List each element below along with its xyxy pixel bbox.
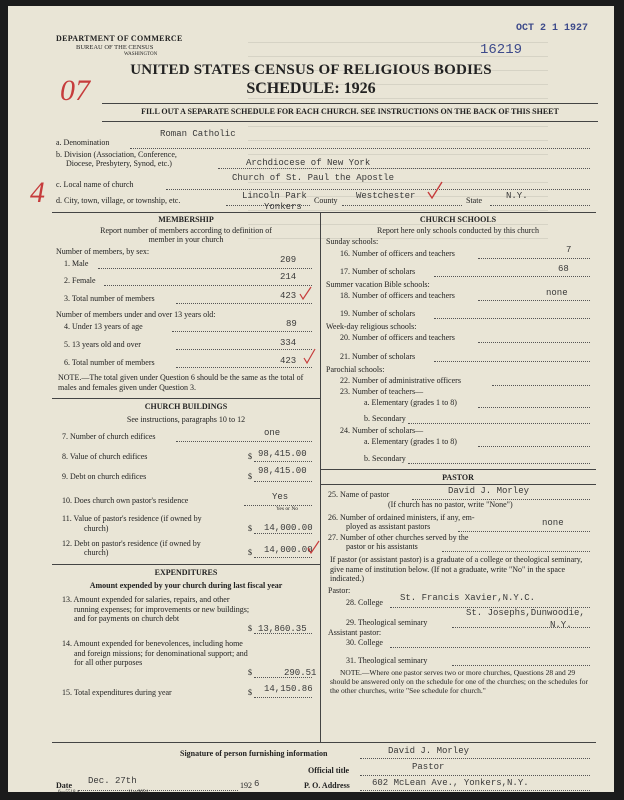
schools-intro: Report here only schools conducted by this church: [377, 226, 539, 235]
sunday-schools: Sunday schools:: [326, 237, 379, 246]
q1-value: 209: [280, 255, 297, 265]
assistant-subhead: Assistant pastor:: [328, 628, 382, 637]
division-value: Archdiocese of New York: [246, 158, 371, 168]
po-address-label: P. O. Address: [304, 781, 350, 790]
q3-value: 423: [280, 291, 297, 301]
division-label-2: Diocese, Presbytery, Synod, etc.): [66, 159, 172, 168]
weekday-schools: Week-day religious schools:: [326, 322, 417, 331]
q2-label: 2. Female: [64, 276, 96, 285]
county-value: Westchester: [356, 191, 416, 201]
q13-value: 13,860.35: [258, 624, 307, 634]
denomination-value: Roman Catholic: [160, 129, 236, 139]
q29-label: 29. Theological seminary: [346, 618, 428, 627]
q11-label-1: 11. Value of pastor's residence (if owned by: [62, 514, 202, 523]
parochial-schools: Parochial schools:: [326, 365, 385, 374]
state-label: State: [466, 196, 482, 205]
instruction-line: FILL OUT A SEPARATE SCHEDULE FOR EACH CHURCH. SEE INSTRUCTIONS ON THE BACK OF THIS SHEET: [141, 107, 559, 116]
local-name-value: Church of St. Paul the Apostle: [232, 173, 395, 183]
year-suffix: 6: [254, 779, 260, 789]
graduate-instructions: If pastor (or assistant pastor) is a graduate of a college or theological seminary, give name of institution below. (If not a graduate, write "No" in the space indicated.): [330, 555, 583, 583]
membership-title: MEMBERSHIP: [158, 215, 214, 224]
dept-name: DEPARTMENT OF COMMERCE: [56, 34, 183, 43]
q14-label: 14. Amount expended for benevolences, including home and foreign missions; for denominational support; and for all other purposes: [62, 639, 248, 667]
yes-or-no-hint: Yes or No: [276, 506, 299, 512]
date-label: Date: [56, 781, 72, 790]
q1-label: 1. Male: [64, 259, 89, 268]
q26-label-2: ployed as assistant pastors: [346, 522, 431, 531]
q23-secondary: b. Secondary: [364, 414, 406, 423]
official-title-value: Pastor: [412, 762, 445, 772]
age-header: Number of members under and over 13 years old:: [56, 310, 216, 319]
q25-note: (If church has no pastor, write "None"): [388, 500, 513, 509]
q10-label: 10. Does church own pastor's residence: [62, 496, 189, 505]
q23-label: 23. Number of teachers—: [340, 387, 424, 396]
q29-value-1: St. Josephs,Dunwoodie,: [466, 608, 585, 618]
q13-label: 13. Amount expended for salaries, repairs, and other running expenses; for improvements or new buildings; and for payments on church debt: [62, 595, 250, 623]
membership-note: NOTE.—The total given under Question 6 should be the same as the total of males and females given under Question 3.: [58, 373, 304, 392]
q11-label-2: church): [84, 524, 109, 533]
q4-value: 89: [286, 319, 297, 329]
q6-label: 6. Total number of members: [64, 358, 155, 367]
q4-label: 4. Under 13 years of age: [64, 322, 143, 331]
q5-label: 5. 13 years old and over: [64, 340, 141, 349]
q12-label-1: 12. Debt on pastor's residence (if owned by: [62, 539, 201, 548]
city-value-2: Yonkers: [264, 202, 302, 212]
signature-label: Signature of person furnishing information: [180, 749, 328, 758]
q10-value: Yes: [272, 492, 289, 502]
pastor-subhead: Pastor:: [328, 586, 351, 595]
division-label-1: b. Division (Association, Conference,: [56, 150, 177, 159]
schedule-number: 16219: [480, 42, 523, 58]
q5-value: 334: [280, 338, 297, 348]
q6-value: 423: [280, 356, 297, 366]
q9-value: 98,415.00: [258, 466, 307, 476]
q3-label: 3. Total number of members: [64, 294, 155, 303]
q12-label-2: church): [84, 548, 109, 557]
form-title: UNITED STATES CENSUS OF RELIGIOUS BODIES: [130, 62, 492, 78]
bureau-city: WASHINGTON: [124, 52, 158, 57]
q18-value: none: [546, 288, 568, 298]
denomination-label: a. Denomination: [56, 138, 110, 147]
form-code-1: 6—5518 a: [58, 790, 79, 795]
check-marks: [8, 6, 614, 792]
buildings-title: CHURCH BUILDINGS: [144, 402, 228, 411]
q27-label-1: 27. Number of other churches served by the: [328, 533, 469, 542]
q20-label: 20. Number of officers and teachers: [340, 333, 455, 342]
q16-label: 16. Number of officers and teachers: [340, 249, 455, 258]
q8-value: 98,415.00: [258, 449, 307, 459]
q7-value: one: [264, 428, 281, 438]
q26-label-1: 26. Number of ordained ministers, if any, em-: [328, 513, 475, 522]
pastor-note: NOTE.—Where one pastor serves two or more churches, Questions 28 and 29 should be answered only on the schedule for one of the churches; on the schedules for the other churches, write "See schedule for church.": [330, 668, 589, 695]
schools-title: CHURCH SCHOOLS: [419, 215, 497, 224]
expenditures-intro: Amount expended by your church during last fiscal year: [89, 581, 283, 590]
date-value: Dec. 27th: [88, 776, 137, 786]
q28-value: St. Francis Xavier,N.Y.C.: [400, 593, 536, 603]
q14-value: 290.51: [284, 668, 317, 678]
q28-label: 28. College: [346, 598, 383, 607]
members-by-sex: Number of members, by sex:: [56, 247, 150, 256]
q7-label: 7. Number of church edifices: [62, 432, 156, 441]
q29-value-2: N.Y.: [550, 620, 572, 630]
handwritten-mark-1: 07: [60, 74, 90, 107]
q12-value: 14,000.00: [264, 545, 313, 555]
q8-label: 8. Value of church edifices: [62, 452, 148, 461]
state-value: N.Y.: [506, 191, 528, 201]
handwritten-mark-2: 4: [30, 176, 45, 209]
q17-value: 68: [558, 264, 569, 274]
q19-label: 19. Number of scholars: [340, 309, 416, 318]
q25-label: 25. Name of pastor: [328, 490, 390, 499]
received-stamp: OCT 2 1 1927: [516, 23, 589, 34]
census-form: DEPARTMENT OF COMMERCE BUREAU OF THE CENSUS WASHINGTON OCT 2 1 1927 16219 UNITED STATES CENSUS OF RELIGIOUS BODIES SCHEDULE: 1926 FILL OUT A SEPARATE SCHEDULE FOR EACH CHURCH. SEE INSTRUCTIONS ON THE BACK OF THIS SHEET 07 4 a. Denomination Roman Catholic b. Division (Association, Conference, Diocese, Presbytery, Synod, etc.) Archdiocese of New York c. Local name of church Church of St. Paul the Apostle d. City, town, village, or township, etc. Lincoln Park Yonkers County Westchester State N.Y. MEMBERSHIP Report number of members according to definition of member in your church Number of members, by sex: 1. Male 209 2. Female 214 3. Total number of members 423 Number of members under and over 13 years old: 4. Under 13 years of age 89 5. 13 years old and over 334 6. Total number of members 423 NOTE.—The total given under Question 6 should be the same as the total of males and females given under Question 3. CHURCH BUILDINGS See instructions, paragraphs 10 to 12 7. Number of church edifices one 8. Value of church edifices $ 98,415.00 9. Debt on church edifices $ 98,415.00 10. Does church own pastor's residence Yes Yes or No 11. Value of pastor's residence (if owned by church) $ 14,000.00 12. Debt on pastor's residence (if owned by church) $ 14,000.00 EXPENDITURES Amount expended by your church during last fiscal year 13. Amount expended for salaries, repairs, and other running expenses; for improvements or new buildings; and for payments on church debt $ 13,860.35 14. Amount expended for benevolences, including home and foreign missions; for denominational support; and for all other purposes $ 290.51 15. Total expenditures during year $ 14,150.86 CHURCH SCHOOLS Report here only schools conducted by this church Sunday schools: 16. Number of officers and teachers 7 17. Number of scholars 68 Summer vacation Bible schools: 18. Number of officers and teachers none 19. Number of scholars Week-day religious schools: 20. Number of officers and teachers 21. Number of scholars Parochial schools: 22. Number of administrative officers 23. Number of teachers— a. Elementary (grades 1 to 8) b. Secondary 24. Number of scholars— a. Elementary (grades 1 to 8) b. Secondary PASTOR 25. Name of pastor David J. Morley (If church has no pastor, write "None") 26. Number of ordained ministers, if any, em- ployed as assistant pastors none 27. Number of other churches served by the pastor or his assistants If pastor (or assistant pastor) is a graduate of a college or theological seminary, give name of institution below. (If not a graduate, write "No" in the space indicated.) Pastor: 28. College St. Francis Xavier,N.Y.C. 29. Theological seminary St. Josephs,Dunwoodie, N.Y. Assistant pastor: 30. College 31. Theological seminary NOTE.—Where one pastor serves two or more churches, Questions 28 and 29 should be answered only on the schedule for one of the churches; on the schedules for the other churches, write "See schedule for church." Signature of person furnishing information David J. Morley Official title Pastor Date Dec. 27th 192 6 P. O. Address 602 McLean Ave., Yonkers,N.Y. 6—5518 a 11—9054: [8, 6, 614, 792]
q31-label: 31. Theological seminary: [346, 656, 428, 665]
official-title-label: Official title: [308, 766, 350, 775]
q23-elementary: a. Elementary (grades 1 to 8): [364, 398, 457, 407]
city-label: d. City, town, village, or township, etc.: [56, 196, 181, 205]
q17-label: 17. Number of scholars: [340, 267, 416, 276]
county-label: County: [314, 196, 338, 205]
q27-label-2: pastor or his assistants: [346, 542, 418, 551]
q26-value: none: [542, 518, 564, 528]
q22-label: 22. Number of administrative officers: [340, 376, 461, 385]
q25-value: David J. Morley: [448, 486, 530, 496]
bureau-name: BUREAU OF THE CENSUS: [76, 44, 154, 51]
q24-label: 24. Number of scholars—: [340, 426, 424, 435]
pastor-title: PASTOR: [442, 473, 474, 482]
expenditures-title: EXPENDITURES: [154, 568, 218, 577]
q16-value: 7: [566, 245, 572, 255]
q9-label: 9. Debt on church edifices: [62, 472, 147, 481]
year-prefix: 192: [240, 781, 252, 790]
signature-value: David J. Morley: [388, 746, 470, 756]
q24-elementary: a. Elementary (grades 1 to 8): [364, 437, 457, 446]
form-code-2: 11—9054: [128, 790, 148, 795]
q30-label: 30. College: [346, 638, 383, 647]
city-value: Lincoln Park: [242, 191, 307, 201]
q18-label: 18. Number of officers and teachers: [340, 291, 455, 300]
schedule-title: SCHEDULE: 1926: [246, 80, 376, 97]
membership-intro-2: member in your church: [148, 235, 224, 244]
q15-label: 15. Total expenditures during year: [62, 688, 172, 697]
membership-intro-1: Report number of members according to definition of: [100, 226, 272, 235]
q24-secondary: b. Secondary: [364, 454, 406, 463]
q15-value: 14,150.86: [264, 684, 313, 694]
q11-value: 14,000.00: [264, 523, 313, 533]
buildings-intro: See instructions, paragraphs 10 to 12: [126, 415, 246, 424]
local-name-label: c. Local name of church: [56, 180, 134, 189]
q2-value: 214: [280, 272, 297, 282]
summer-schools: Summer vacation Bible schools:: [326, 280, 430, 289]
po-address-value: 602 McLean Ave., Yonkers,N.Y.: [372, 778, 529, 788]
q21-label: 21. Number of scholars: [340, 352, 416, 361]
